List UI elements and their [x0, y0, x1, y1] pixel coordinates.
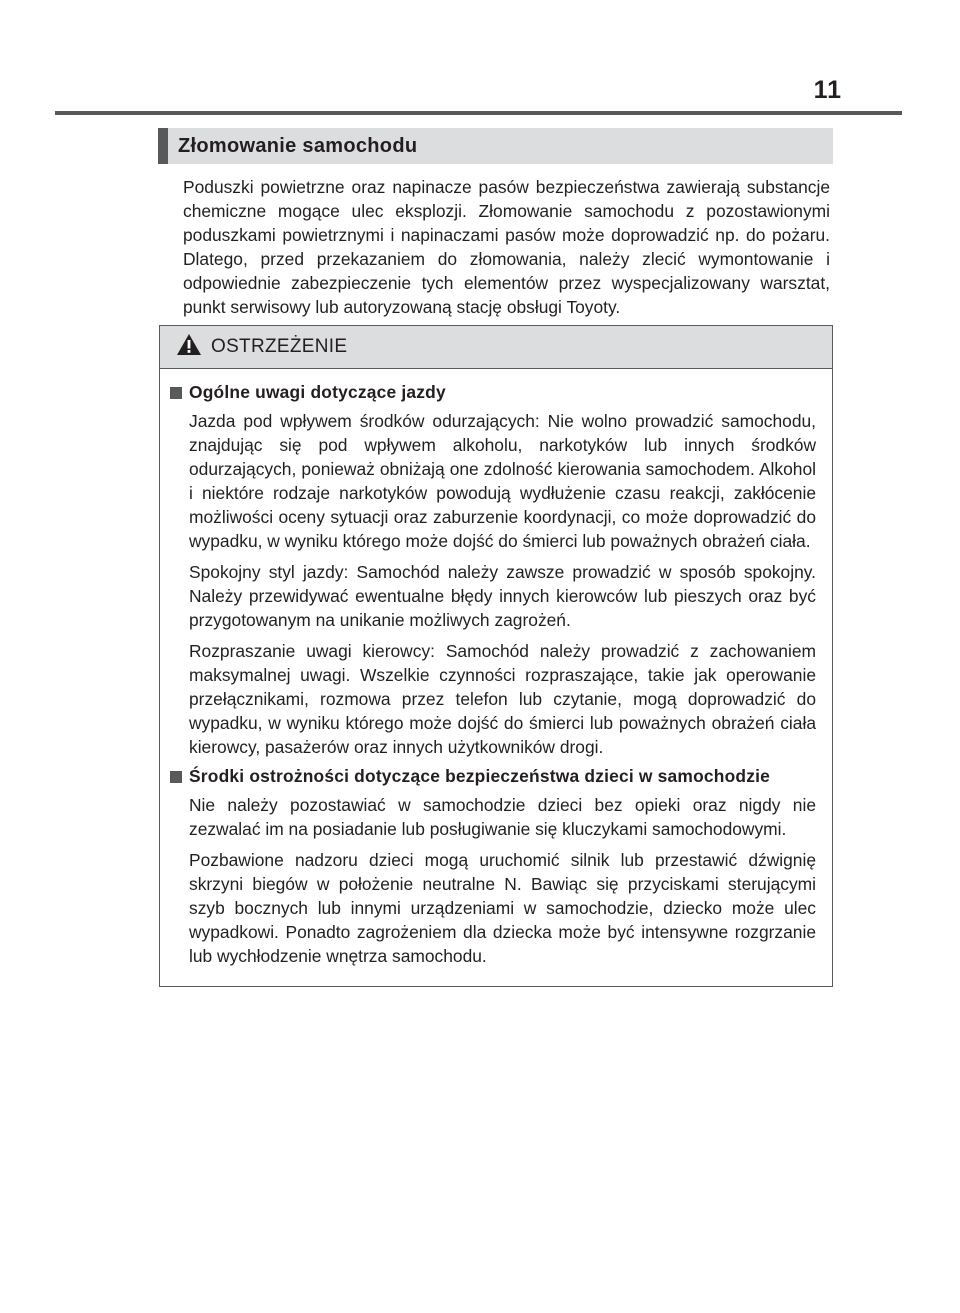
warning-paragraph: Jazda pod wpływem środków odurzających: Nie wolno prowadzić samochodu, znajdując się pod wpływem alkoholu, narkotyków lub innych środków odurzających, ponieważ obniżają one zdolność kierowania samochodem. Alkohol i niektóre rodzaje narkotyków powodują wydłużenie czasu reakcji, zakłócenie możliwości oceny sytuacji oraz zaburzenie koordynacji, co może doprowadzić do wypadku, w wyniku którego może dojść do śmierci lub poważnych obrażeń ciała. — [189, 411, 816, 551]
bullet-square-icon — [170, 771, 182, 783]
warning-paragraph: Pozbawione nadzoru dzieci mogą uruchomić silnik lub przestawić dźwignię skrzyni biegów w położenie neutralne N. Bawiąc się przyciskami sterującymi szyb bocznych lub innymi urządzeniami w samochodzie, dziecko może ulec wypadkowi. Ponadto zagrożeniem dla dziecka może być intensywne rozgrzanie lub wychłodzenie wnętrza samochodu. — [189, 850, 816, 966]
section-header-bar — [158, 128, 168, 164]
section-title: Złomowanie samochodu — [178, 134, 418, 157]
warning-label: OSTRZEŻENIE — [211, 336, 348, 357]
warning-header — [160, 326, 832, 369]
warning-paragraph: Rozpraszanie uwagi kierowcy: Samochód należy prowadzić z zachowaniem maksymalnej uwagi. Wszelkie czynności rozpraszające, takie jak operowanie przełącznikami, rozmowa przez telefon lub czytanie, mogą doprowadzić do wypadku, w wyniku którego może dojść do śmierci lub poważnych obrażeń ciała kierowcy, pasażerów oraz innych użytkowników drogi. — [189, 641, 816, 757]
subheading-text: Ogólne uwagi dotyczące jazdy — [189, 382, 446, 402]
warning-box — [159, 325, 833, 987]
section-header — [158, 128, 833, 164]
warning-subheading — [170, 382, 816, 403]
warning-paragraph: Nie należy pozostawiać w samochodzie dzieci bez opieki oraz nigdy nie zezwalać im na posiadanie lub posługiwanie się kluczykami samochodowymi. — [189, 795, 816, 839]
subheading-text: Środki ostrożności dotyczące bezpieczeństwa dzieci w samochodzie — [189, 766, 771, 786]
bullet-square-icon — [170, 387, 182, 399]
section-intro: Poduszki powietrzne oraz napinacze pasów bezpieczeństwa zawierają substancje chemiczne mogące ulec eksplozji. Złomowanie samochodu z pozostawionymi poduszkami powietrznymi i napinaczami pasów może doprowadzić np. do pożaru. Dlatego, przed przekazaniem do złomowania, należy zlecić wymontowanie i odpowiednie zabezpieczenie tych elementów przez wyspecjalizowany warsztat, punkt serwisowy lub autoryzowaną stację obsługi Toyoty. — [183, 177, 830, 317]
page-number: 11 — [813, 76, 842, 104]
warning-paragraph: Spokojny styl jazdy: Samochód należy zawsze prowadzić w sposób spokojny. Należy przewidywać ewentualne błędy innych kierowców lub pieszych oraz być przygotowanym na unikanie możliwych zagrożeń. — [189, 562, 816, 630]
warning-subheading — [170, 766, 816, 787]
header-rule — [55, 111, 902, 115]
warning-triangle-icon — [176, 333, 202, 361]
warning-body — [160, 369, 832, 968]
